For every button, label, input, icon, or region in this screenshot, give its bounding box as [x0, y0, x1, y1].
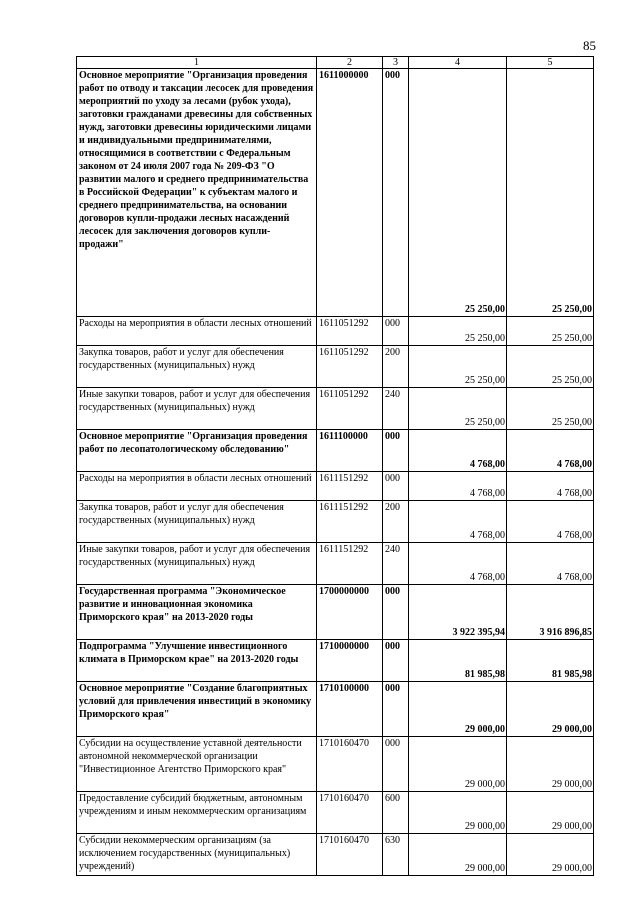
table-row — [77, 69, 594, 317]
row-name-cell: Предоставление субсидий бюджетным, автономным учреждениям и иным некоммерческим организациям — [77, 792, 317, 834]
amount-year2-cell: 29 000,00 — [507, 737, 594, 792]
amount-year1-cell: 25 250,00 — [409, 346, 507, 388]
table-row — [77, 792, 594, 834]
target-article-code-cell: 1700000000 — [317, 585, 383, 640]
expense-type-code-cell: 600 — [383, 792, 409, 834]
amount-year2-cell: 3 916 896,85 — [507, 585, 594, 640]
expense-type-code-cell: 240 — [383, 543, 409, 585]
table-row — [77, 346, 594, 388]
row-name-cell: Субсидии на осуществление уставной деятельности автономной некоммерческой организации "Инвестиционное Агентство Приморского края" — [77, 737, 317, 792]
page-number: 85 — [583, 38, 596, 53]
amount-year2-cell: 25 250,00 — [507, 346, 594, 388]
target-article-code-cell: 1611051292 — [317, 388, 383, 430]
target-article-code-cell: 1611100000 — [317, 430, 383, 472]
expense-type-code-cell: 630 — [383, 834, 409, 876]
amount-year2-cell: 29 000,00 — [507, 682, 594, 737]
amount-year2-cell: 25 250,00 — [507, 69, 594, 317]
table-row — [77, 682, 594, 737]
target-article-code-cell: 1611051292 — [317, 317, 383, 346]
table-row — [77, 640, 594, 682]
column-header: 2 — [317, 57, 383, 69]
amount-year2-cell: 4 768,00 — [507, 501, 594, 543]
table-body — [77, 69, 594, 876]
amount-year1-cell: 25 250,00 — [409, 69, 507, 317]
table-row — [77, 737, 594, 792]
target-article-code-cell: 1611051292 — [317, 346, 383, 388]
column-header: 1 — [77, 57, 317, 69]
expense-type-code-cell: 000 — [383, 585, 409, 640]
amount-year1-cell: 3 922 395,94 — [409, 585, 507, 640]
row-name-cell: Основное мероприятие "Организация проведения работ по лесопатологическому обследованию" — [77, 430, 317, 472]
table-row — [77, 472, 594, 501]
target-article-code-cell: 1710160470 — [317, 834, 383, 876]
expense-type-code-cell: 240 — [383, 388, 409, 430]
amount-year2-cell: 29 000,00 — [507, 834, 594, 876]
column-header: 4 — [409, 57, 507, 69]
row-name-cell: Иные закупки товаров, работ и услуг для обеспечения государственных (муниципальных) нужд — [77, 388, 317, 430]
table-row — [77, 430, 594, 472]
amount-year2-cell: 25 250,00 — [507, 388, 594, 430]
row-name-cell: Субсидии некоммерческим организациям (за исключением государственных (муниципальных) учреждений) — [77, 834, 317, 876]
target-article-code-cell: 1611000000 — [317, 69, 383, 317]
table-row — [77, 501, 594, 543]
amount-year1-cell: 25 250,00 — [409, 317, 507, 346]
target-article-code-cell: 1710160470 — [317, 792, 383, 834]
row-name-cell: Основное мероприятие "Создание благоприятных условий для привлечения инвестиций в экономику Приморского края" — [77, 682, 317, 737]
row-name-cell: Расходы на мероприятия в области лесных отношений — [77, 317, 317, 346]
row-name-cell: Расходы на мероприятия в области лесных отношений — [77, 472, 317, 501]
column-header: 5 — [507, 57, 594, 69]
row-name-cell: Подпрограмма "Улучшение инвестиционного климата в Приморском крае" на 2013-2020 годы — [77, 640, 317, 682]
target-article-code-cell: 1611151292 — [317, 543, 383, 585]
amount-year2-cell: 4 768,00 — [507, 430, 594, 472]
target-article-code-cell: 1710100000 — [317, 682, 383, 737]
row-name-cell: Закупка товаров, работ и услуг для обеспечения государственных (муниципальных) нужд — [77, 346, 317, 388]
expense-type-code-cell: 000 — [383, 472, 409, 501]
amount-year1-cell: 25 250,00 — [409, 388, 507, 430]
amount-year1-cell: 4 768,00 — [409, 472, 507, 501]
header-row — [77, 57, 594, 69]
amount-year1-cell: 4 768,00 — [409, 501, 507, 543]
table-row — [77, 585, 594, 640]
expense-type-code-cell: 200 — [383, 346, 409, 388]
table-row — [77, 543, 594, 585]
expense-type-code-cell: 000 — [383, 737, 409, 792]
expense-type-code-cell: 000 — [383, 640, 409, 682]
amount-year1-cell: 29 000,00 — [409, 737, 507, 792]
row-name-cell: Государственная программа "Экономическое развитие и инновационная экономика Приморского края" на 2013-2020 годы — [77, 585, 317, 640]
amount-year2-cell: 25 250,00 — [507, 317, 594, 346]
target-article-code-cell: 1710160470 — [317, 737, 383, 792]
expense-type-code-cell: 200 — [383, 501, 409, 543]
budget-table — [76, 56, 594, 876]
amount-year2-cell: 81 985,98 — [507, 640, 594, 682]
row-name-cell: Иные закупки товаров, работ и услуг для обеспечения государственных (муниципальных) нужд — [77, 543, 317, 585]
table-row — [77, 388, 594, 430]
amount-year1-cell: 4 768,00 — [409, 430, 507, 472]
table-row — [77, 834, 594, 876]
expense-type-code-cell: 000 — [383, 317, 409, 346]
amount-year2-cell: 4 768,00 — [507, 472, 594, 501]
column-header: 3 — [383, 57, 409, 69]
amount-year1-cell: 81 985,98 — [409, 640, 507, 682]
amount-year2-cell: 29 000,00 — [507, 792, 594, 834]
target-article-code-cell: 1710000000 — [317, 640, 383, 682]
amount-year1-cell: 29 000,00 — [409, 792, 507, 834]
expense-type-code-cell: 000 — [383, 682, 409, 737]
expense-type-code-cell: 000 — [383, 69, 409, 317]
row-name-cell: Закупка товаров, работ и услуг для обеспечения государственных (муниципальных) нужд — [77, 501, 317, 543]
row-name-cell: Основное мероприятие "Организация проведения работ по отводу и таксации лесосек для проведения мероприятий по уходу за лесами (рубок ухода), заготовки гражданами древесины для собственных нужд, заготовки древесины юридическими лицами и индивидуальными предпринимателями, относящимися в соответствии с Федеральным законом от 24 июля 2007 года № 209-ФЗ "О развитии малого и среднего предпринимательства в Российской Федерации" к субъектам малого и среднего предпринимательства, на основании договоров купли-продажи лесных насаждений лесосек для заключения договоров купли-продажи" — [77, 69, 317, 317]
amount-year2-cell: 4 768,00 — [507, 543, 594, 585]
amount-year1-cell: 4 768,00 — [409, 543, 507, 585]
table-row — [77, 317, 594, 346]
expense-type-code-cell: 000 — [383, 430, 409, 472]
amount-year1-cell: 29 000,00 — [409, 682, 507, 737]
target-article-code-cell: 1611151292 — [317, 501, 383, 543]
target-article-code-cell: 1611151292 — [317, 472, 383, 501]
amount-year1-cell: 29 000,00 — [409, 834, 507, 876]
